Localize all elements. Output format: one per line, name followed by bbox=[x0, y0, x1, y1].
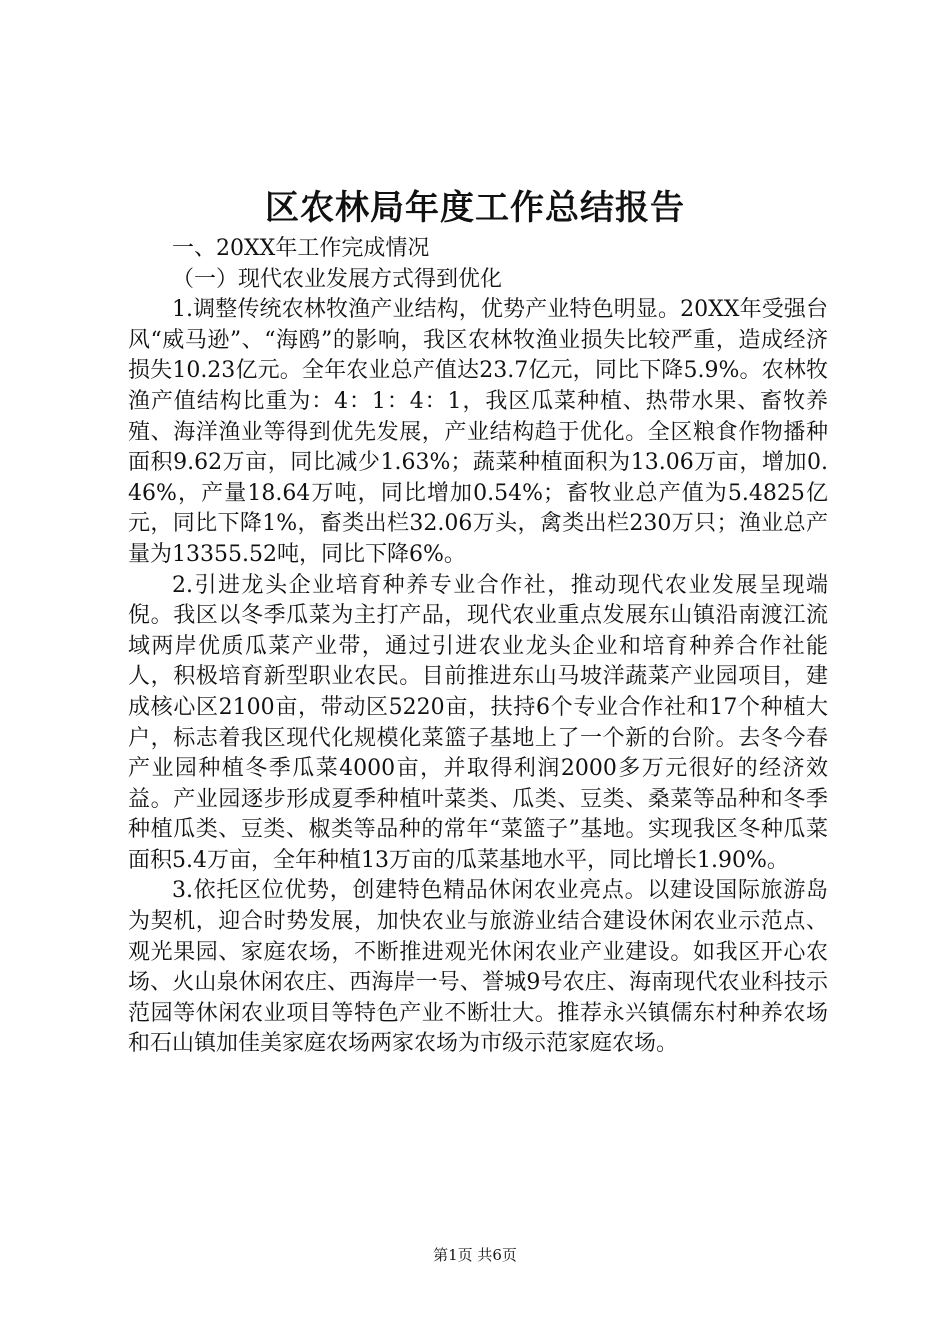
paragraph: 1.调整传统农林牧渔产业结构，优势产业特色明显。20XX年受强台风“威马逊”、“海鸥”的影响，我区农林牧渔业损失比较严重，造成经济损失10.23亿元。全年农业总产值达23.7亿元，同比下降5.9%。农林牧渔产值结构比重为：4：1：4：1，我区瓜菜种植、热带水果、畜牧养殖、海洋渔业等得到优先发展，产业结构趋于优化。全区粮食作物播种面积9.62万亩，同比减少1.63%；蔬菜种植面积为13.06万亩，增加0.46%，产量18.64万吨，同比增加0.54%；畜牧业总产值为5.4825亿元，同比下降1%，畜类出栏32.06万头，禽类出栏230万只；渔业总产量为13355.52吨，同比下降6%。 bbox=[128, 297, 828, 567]
paragraph: 3.依托区位优势，创建特色精品休闲农业亮点。以建设国际旅游岛为契机，迎合时势发展，加快农业与旅游业结合建设休闲农业示范点、观光果园、家庭农场，不断推进观光休闲农业产业建设。如我区开心农场、火山泉休闲农庄、西海岸一号、誉城9号农庄、海南现代农业科技示范园等休闲农业项目等特色产业不断壮大。推荐永兴镇儒东村种养农场和石山镇加佳美家庭农场两家农场为市级示范家庭农场。 bbox=[128, 878, 828, 1057]
section-heading: 一、20XX年工作完成情况 bbox=[172, 236, 430, 261]
page-number: 第1页 共6页 bbox=[433, 1246, 517, 1264]
subsection-heading: （一）现代农业发展方式得到优化 bbox=[172, 266, 503, 292]
document-body bbox=[128, 234, 828, 1060]
document-title: 区农林局年度工作总结报告 bbox=[265, 188, 685, 228]
paragraph: 2.引进龙头企业培育种养专业合作社，推动现代农业发展呈现端倪。我区以冬季瓜菜为主打产品，现代农业重点发展东山镇沿南渡江流域两岸优质瓜菜产业带，通过引进农业龙头企业和培育种养合作社能人，积极培育新型职业农民。目前推进东山马坡洋蔬菜产业园项目，建成核心区2100亩，带动区5220亩，扶持6个专业合作社和17个种植大户，标志着我区现代化规模化菜篮子基地上了一个新的台阶。去冬今春产业园种植冬季瓜菜4000亩，并取得利润2000多万元很好的经济效益。产业园逐步形成夏季种植叶菜类、瓜类、豆类、桑菜等品种和冬季种植瓜类、豆类、椒类等品种的常年“菜篮子”基地。实现我区冬种瓜菜面积5.4万亩，全年种植13万亩的瓜菜基地水平，同比增长1.90%。 bbox=[128, 572, 828, 873]
